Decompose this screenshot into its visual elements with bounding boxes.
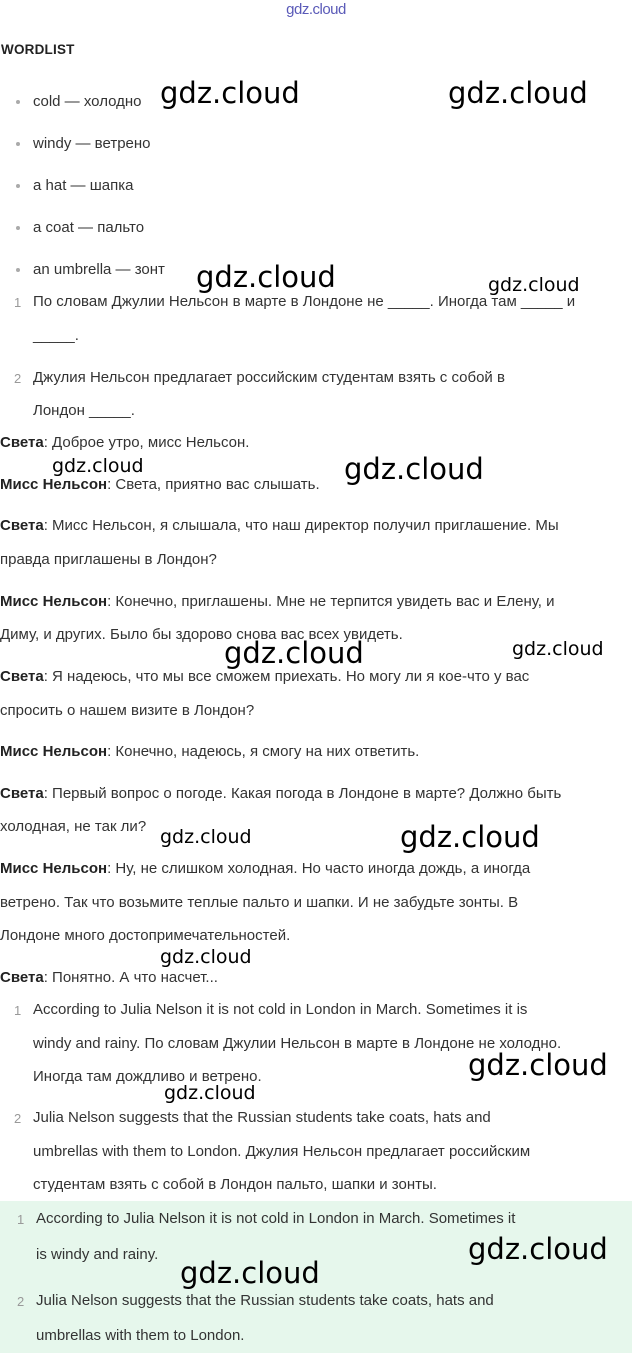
- dialogue-line: холодная, не так ли?: [0, 818, 147, 835]
- dialogue-line: Диму, и других. Было бы здорово снова вас всех увидеть.: [0, 626, 403, 643]
- watermark: gdz.cloud: [160, 826, 252, 848]
- speaker-name: Мисс Нельсон: [0, 476, 108, 493]
- dialogue-text: : Света, приятно вас слышать.: [107, 476, 320, 493]
- dialogue-text: : Понятно. А что насчет...: [43, 969, 218, 986]
- wordlist-item-text: windy — ветрено: [33, 135, 151, 152]
- final-answer-number: 1: [17, 1212, 25, 1227]
- answer-line: umbrellas with them to London. Джулия Нельсон предлагает российским: [33, 1143, 531, 1160]
- dialogue-text: : Конечно, надеюсь, я смогу на них ответить.: [107, 743, 420, 760]
- final-answer-line: is windy and rainy.: [36, 1246, 159, 1263]
- task-line: Лондон _____.: [33, 402, 135, 419]
- task-number: 2: [14, 371, 22, 386]
- answer-line: According to Julia Nelson it is not cold in London in March. Sometimes it is: [33, 1001, 528, 1018]
- dialogue-line: [0, 434, 249, 451]
- dialogue-line: [0, 476, 320, 493]
- watermark: gdz.cloud: [344, 452, 484, 486]
- dialogue-text: : Доброе утро, мисс Нельсон.: [43, 434, 250, 451]
- answer-number: 2: [14, 1111, 22, 1126]
- task-line: _____.: [33, 327, 79, 344]
- dialogue-line: [0, 517, 559, 534]
- speaker-name: Света: [0, 969, 44, 986]
- final-answer-line: According to Julia Nelson it is not cold in London in March. Sometimes it: [36, 1210, 516, 1227]
- dialogue-line: [0, 969, 218, 986]
- watermark: gdz.cloud: [512, 638, 604, 660]
- dialogue-text: : Конечно, приглашены. Мне не терпится увидеть вас и Елену, и: [107, 593, 555, 610]
- wordlist-item-text: cold — холодно: [33, 93, 142, 110]
- bullet-icon: [16, 142, 20, 146]
- bullet-icon: [16, 268, 20, 272]
- watermark: gdz.cloud: [164, 1082, 256, 1104]
- speaker-name: Мисс Нельсон: [0, 593, 108, 610]
- watermark: gdz.cloud: [468, 1232, 608, 1266]
- task-line: Джулия Нельсон предлагает российским студентам взять с собой в: [33, 369, 505, 386]
- answer-line: студентам взять с собой в Лондон пальто, шапки и зонты.: [33, 1176, 437, 1193]
- dialogue-text: : Первый вопрос о погоде. Какая погода в Лондоне в марте? Должно быть: [43, 785, 562, 802]
- final-answer-line: Julia Nelson suggests that the Russian students take coats, hats and: [36, 1292, 494, 1309]
- speaker-name: Света: [0, 668, 44, 685]
- dialogue-line: правда приглашены в Лондон?: [0, 551, 217, 568]
- watermark: gdz.cloud: [448, 76, 588, 110]
- speaker-name: Света: [0, 785, 44, 802]
- speaker-name: Света: [0, 517, 44, 534]
- answer-number: 1: [14, 1003, 22, 1018]
- wordlist-title: WORDLIST: [1, 42, 75, 57]
- watermark: gdz.cloud: [160, 76, 300, 110]
- dialogue-text: : Ну, не слишком холодная. Но часто иногда дождь, а иногда: [107, 860, 531, 877]
- speaker-name: Мисс Нельсон: [0, 743, 108, 760]
- dialogue-text: : Я надеюсь, что мы все сможем приехать. Но могу ли я кое-что у вас: [43, 668, 530, 685]
- answer-line: Иногда там дождливо и ветрено.: [33, 1068, 262, 1085]
- dialogue-line: [0, 743, 419, 760]
- dialogue-line: Лондоне много достопримечательностей.: [0, 927, 291, 944]
- watermark: gdz.cloud: [180, 1256, 320, 1290]
- bullet-icon: [16, 100, 20, 104]
- dialogue-line: [0, 860, 530, 877]
- dialogue-line: [0, 593, 554, 610]
- watermark: gdz.cloud: [196, 260, 336, 294]
- watermark: gdz.cloud: [400, 820, 540, 854]
- wordlist-item-text: a hat — шапка: [33, 177, 134, 194]
- answer-line: windy and rainy. По словам Джулии Нельсон в марте в Лондоне не холодно.: [33, 1035, 562, 1052]
- bullet-icon: [16, 226, 20, 230]
- final-answer-line: umbrellas with them to London.: [36, 1327, 245, 1344]
- wordlist-item-text: an umbrella — зонт: [33, 261, 165, 278]
- dialogue-line: спросить о нашем визите в Лондон?: [0, 702, 255, 719]
- speaker-name: Света: [0, 434, 44, 451]
- watermark: gdz.cloud: [52, 455, 144, 477]
- answer-line: Julia Nelson suggests that the Russian students take coats, hats and: [33, 1109, 491, 1126]
- wordlist-item-text: a coat — пальто: [33, 219, 145, 236]
- watermark: gdz.cloud: [224, 636, 364, 670]
- speaker-name: Мисс Нельсон: [0, 860, 108, 877]
- watermark: gdz.cloud: [160, 946, 252, 968]
- bullet-icon: [16, 184, 20, 188]
- top-watermark: gdz.cloud: [286, 1, 346, 18]
- dialogue-text: : Мисс Нельсон, я слышала, что наш директор получил приглашение. Мы: [43, 517, 559, 534]
- task-line: По словам Джулии Нельсон в марте в Лондоне не _____. Иногда там _____ и: [33, 293, 576, 310]
- dialogue-line: [0, 785, 561, 802]
- final-answer-number: 2: [17, 1294, 25, 1309]
- task-number: 1: [14, 295, 22, 310]
- watermark: gdz.cloud: [488, 274, 580, 296]
- dialogue-line: [0, 668, 529, 685]
- watermark: gdz.cloud: [468, 1048, 608, 1082]
- dialogue-line: ветрено. Так что возьмите теплые пальто и шапки. И не забудьте зонты. В: [0, 894, 519, 911]
